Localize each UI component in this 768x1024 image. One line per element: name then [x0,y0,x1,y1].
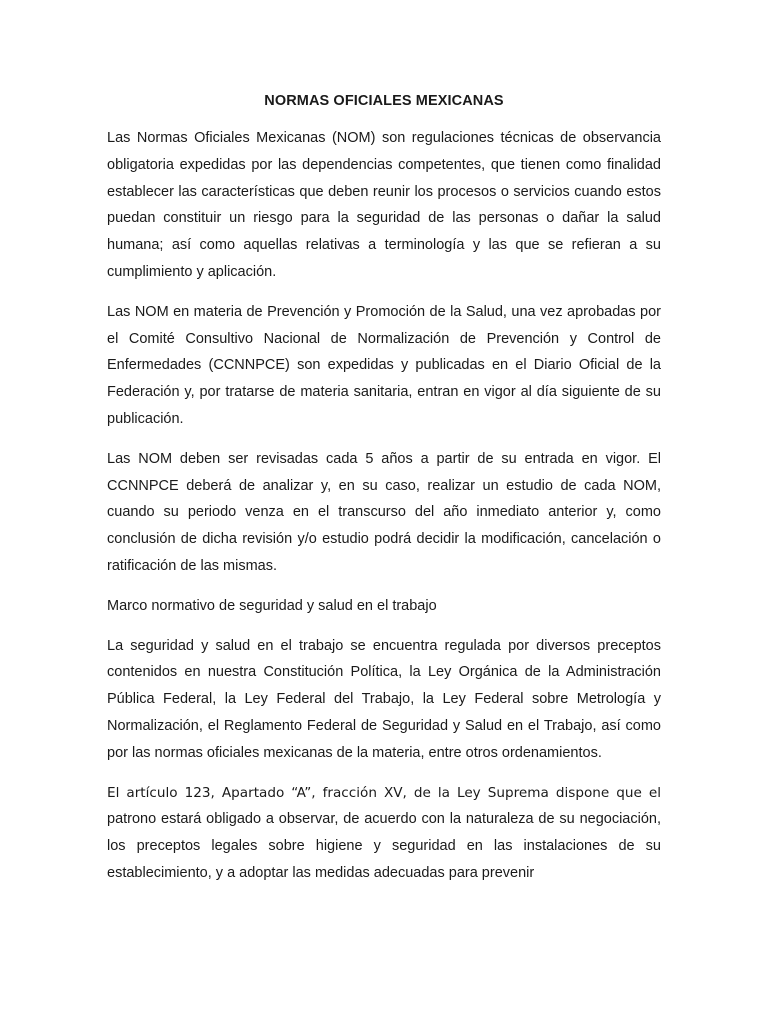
section-heading: Marco normativo de seguridad y salud en el trabajo [107,597,437,614]
paragraph-nom-prevention: Las NOM en materia de Prevención y Promoción de la Salud, una vez aprobadas por el Comité Consultivo Nacional de Normalización de Prevención y Control de Enfermedades (CCNNPCE) son expedidas y publicadas en el Diario Oficial de la Federación y, por tratarse de materia sanitaria, entran en vigor al día siguiente de su publicación. [107,303,661,427]
paragraph-article-123-first-line: El artículo 123, Apartado “A”, fracción XV, de la Ley Suprema dispone que el [107,784,661,801]
paragraph-nom-review: Las NOM deben ser revisadas cada 5 años a partir de su entrada en vigor. El CCNNPCE deberá de analizar y, en su caso, realizar un estudio de cada NOM, cuando su periodo venza en el transcurso del año inmediato anterior y, como conclusión de dicha revisión y/o estudio podrá decidir la modificación, cancelación o ratificación de las mismas. [107,450,661,574]
paragraph-article-123-rest: patrono estará obligado a observar, de acuerdo con la naturaleza de su negociación, los preceptos legales sobre higiene y seguridad en las instalaciones de su establecimiento, y a adoptar las medidas adecuadas para prevenir [107,811,661,881]
document-title: NORMAS OFICIALES MEXICANAS [264,93,504,109]
paragraph-legal-framework: La seguridad y salud en el trabajo se encuentra regulada por diversos preceptos contenidos en nuestra Constitución Política, la Ley Orgánica de la Administración Pública Federal, la Ley Federal del Trabajo, la Ley Federal sobre Metrología y Normalización, el Reglamento Federal de Seguridad y Salud en el Trabajo, así como por las normas oficiales mexicanas de la materia, entre otros ordenamientos. [107,637,661,761]
paragraph-article-123 [107,780,661,887]
document-page [107,88,661,900]
paragraph-nom-definition: Las Normas Oficiales Mexicanas (NOM) son regulaciones técnicas de observancia obligatoria expedidas por las dependencias competentes, que tienen como finalidad establecer las características que deben reunir los procesos o servicios cuando estos puedan constituir un riesgo para la seguridad de las personas o dañar la salud humana; así como aquellas relativas a terminología y las que se refieran a su cumplimiento y aplicación. [107,130,661,280]
